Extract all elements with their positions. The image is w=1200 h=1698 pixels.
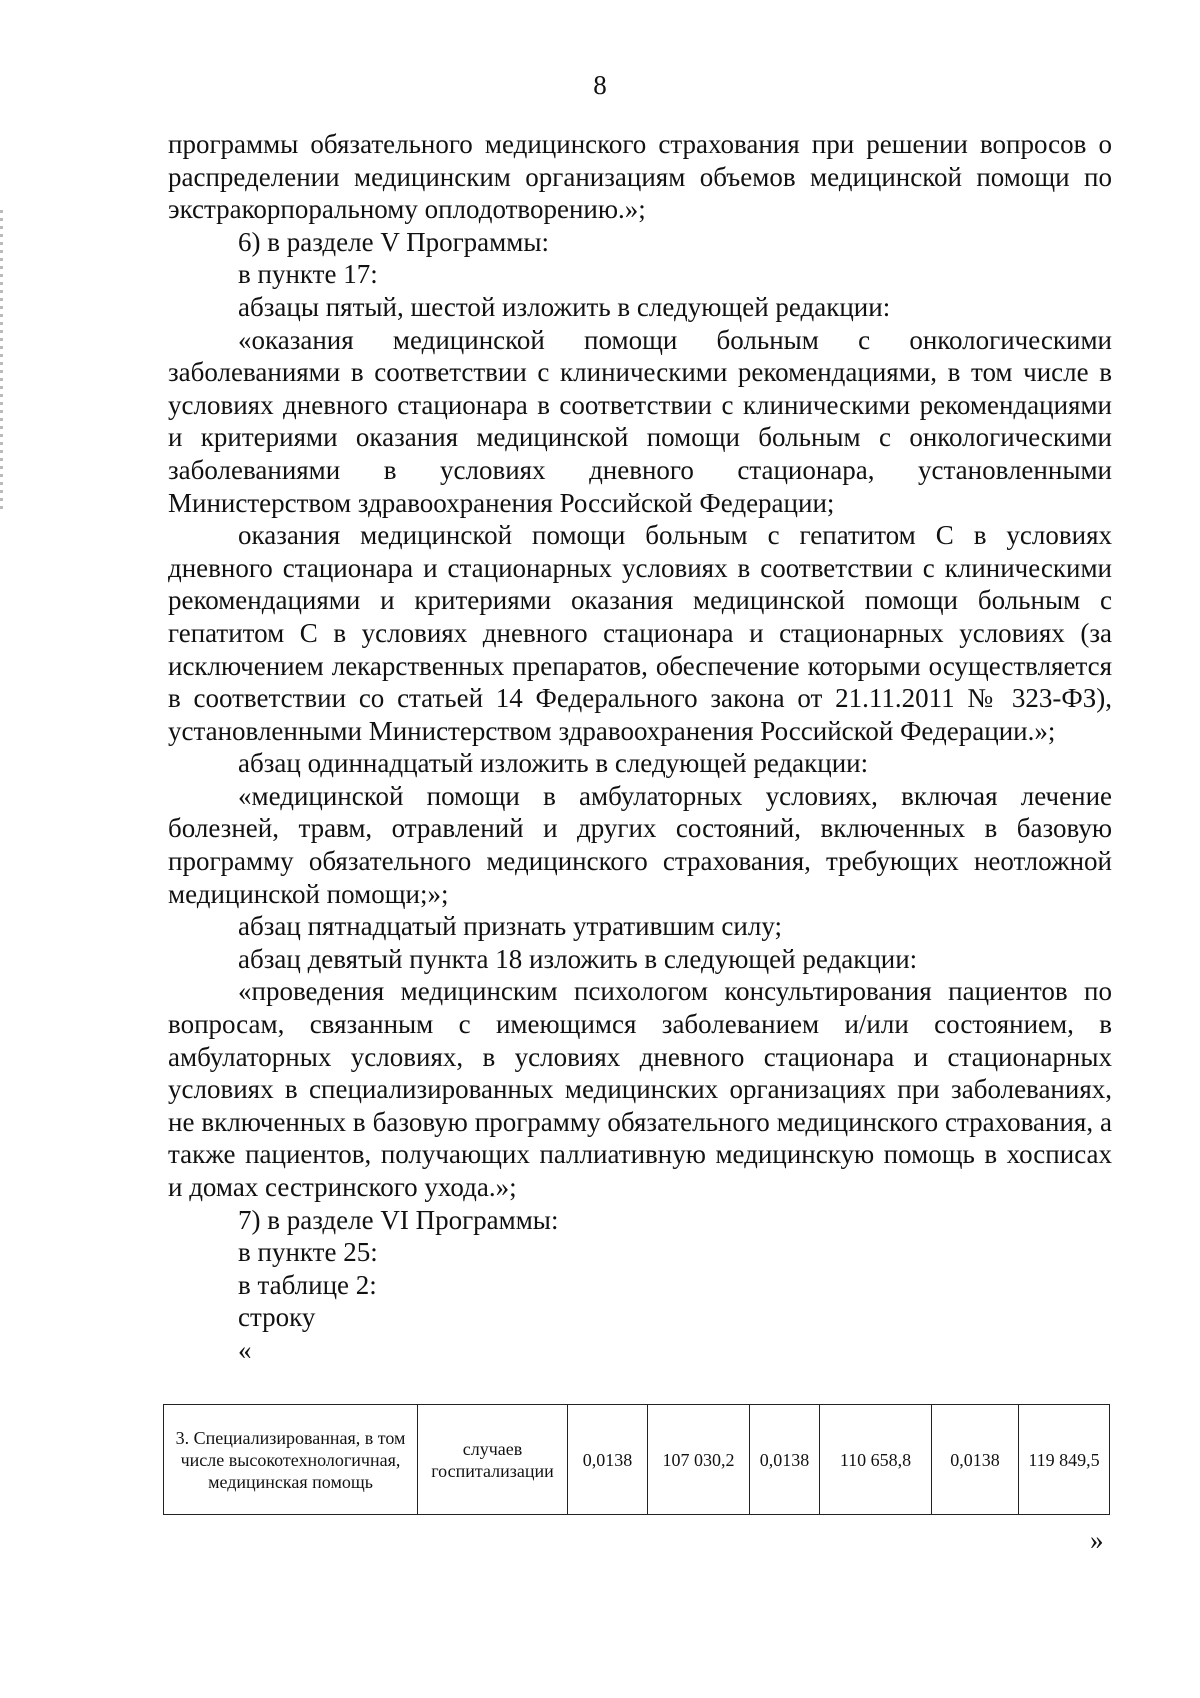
paragraph: «проведения медицинским психологом консультирования пациентов по вопросам, связанным с имеющимся заболеванием и/или состоянием, в амбулаторных условиях, в условиях дневного стационара и стационарных условиях в специализированных медицинских организациях при заболеваниях, не включенных в базовую программу обязательного медицинского страхования, а также пациентов, получающих паллиативную медицинскую помощь в хосписах и домах сестринского ухода.»; <box>168 976 1112 1202</box>
paragraph: абзацы пятый, шестой изложить в следующей редакции: <box>238 291 891 322</box>
table-fragment <box>163 1404 1109 1515</box>
table-cell-care-type: 3. Специализированная, в том числе высокотехнологичная, медицинская помощь <box>164 1405 418 1515</box>
table-row <box>164 1405 1110 1515</box>
paragraph: 6) в разделе V Программы: <box>238 226 549 257</box>
paragraph: абзац пятнадцатый признать утратившим силу; <box>238 911 782 942</box>
table-cell-value: 0,0138 <box>750 1405 820 1515</box>
paragraph: в пункте 25: <box>238 1237 378 1268</box>
paragraph: абзац одиннадцатый изложить в следующей редакции: <box>238 748 869 779</box>
paragraph: 7) в разделе VI Программы: <box>238 1204 559 1235</box>
paragraph: в таблице 2: <box>238 1269 377 1300</box>
paragraph: строку <box>238 1302 316 1333</box>
document-body <box>168 128 1112 1367</box>
table-cell-value: 0,0138 <box>568 1405 648 1515</box>
table-cell-unit: случаев госпитализации <box>418 1405 568 1515</box>
table-cell-value: 0,0138 <box>932 1405 1019 1515</box>
paragraph: в пункте 17: <box>238 259 378 290</box>
table-cell-value: 119 849,5 <box>1019 1405 1110 1515</box>
page-number: 8 <box>593 70 607 100</box>
amendment-table <box>163 1404 1110 1515</box>
paragraph: «оказания медицинской помощи больным с онкологическими заболеваниями в соответствии с клиническими рекомендациями, в том числе в условиях дневного стационара в соответствии с клиническими рекомендациями и критериями оказания медицинской помощи больным с онкологическими заболеваниями в условиях дневного стационара, установленными Министерством здравоохранения Российской Федерации; <box>168 324 1112 518</box>
table-cell-value: 110 658,8 <box>820 1405 932 1515</box>
paragraph: «медицинской помощи в амбулаторных условиях, включая лечение болезней, травм, отравлений и других состояний, включенных в базовую программу обязательного медицинского страхования, требующих неотложной медицинской помощи;»; <box>168 780 1112 909</box>
closing-quote: » <box>1090 1525 1104 1555</box>
paragraph: программы обязательного медицинского страхования при решении вопросов о распределении медицинским организациям объемов медицинской помощи по экстракорпоральному оплодотворению.»; <box>168 129 1112 225</box>
paragraph: оказания медицинской помощи больным с гепатитом С в условиях дневного стационара и стационарных условиях в соответствии с клиническими рекомендациями и критериями оказания медицинской помощи больным с гепатитом С в условиях дневного стационара и стационарных условиях (за исключением лекарственных препаратов, обеспечение которыми осуществляется в соответствии со статьей 14 Федерального закона от 21.11.2011 № 323-ФЗ), установленными Министерством здравоохранения Российской Федерации.»; <box>168 520 1112 746</box>
scan-edge-mark <box>0 210 3 510</box>
opening-quote: « <box>238 1334 252 1365</box>
table-cell-value: 107 030,2 <box>648 1405 750 1515</box>
paragraph: абзац девятый пункта 18 изложить в следующей редакции: <box>238 943 918 974</box>
